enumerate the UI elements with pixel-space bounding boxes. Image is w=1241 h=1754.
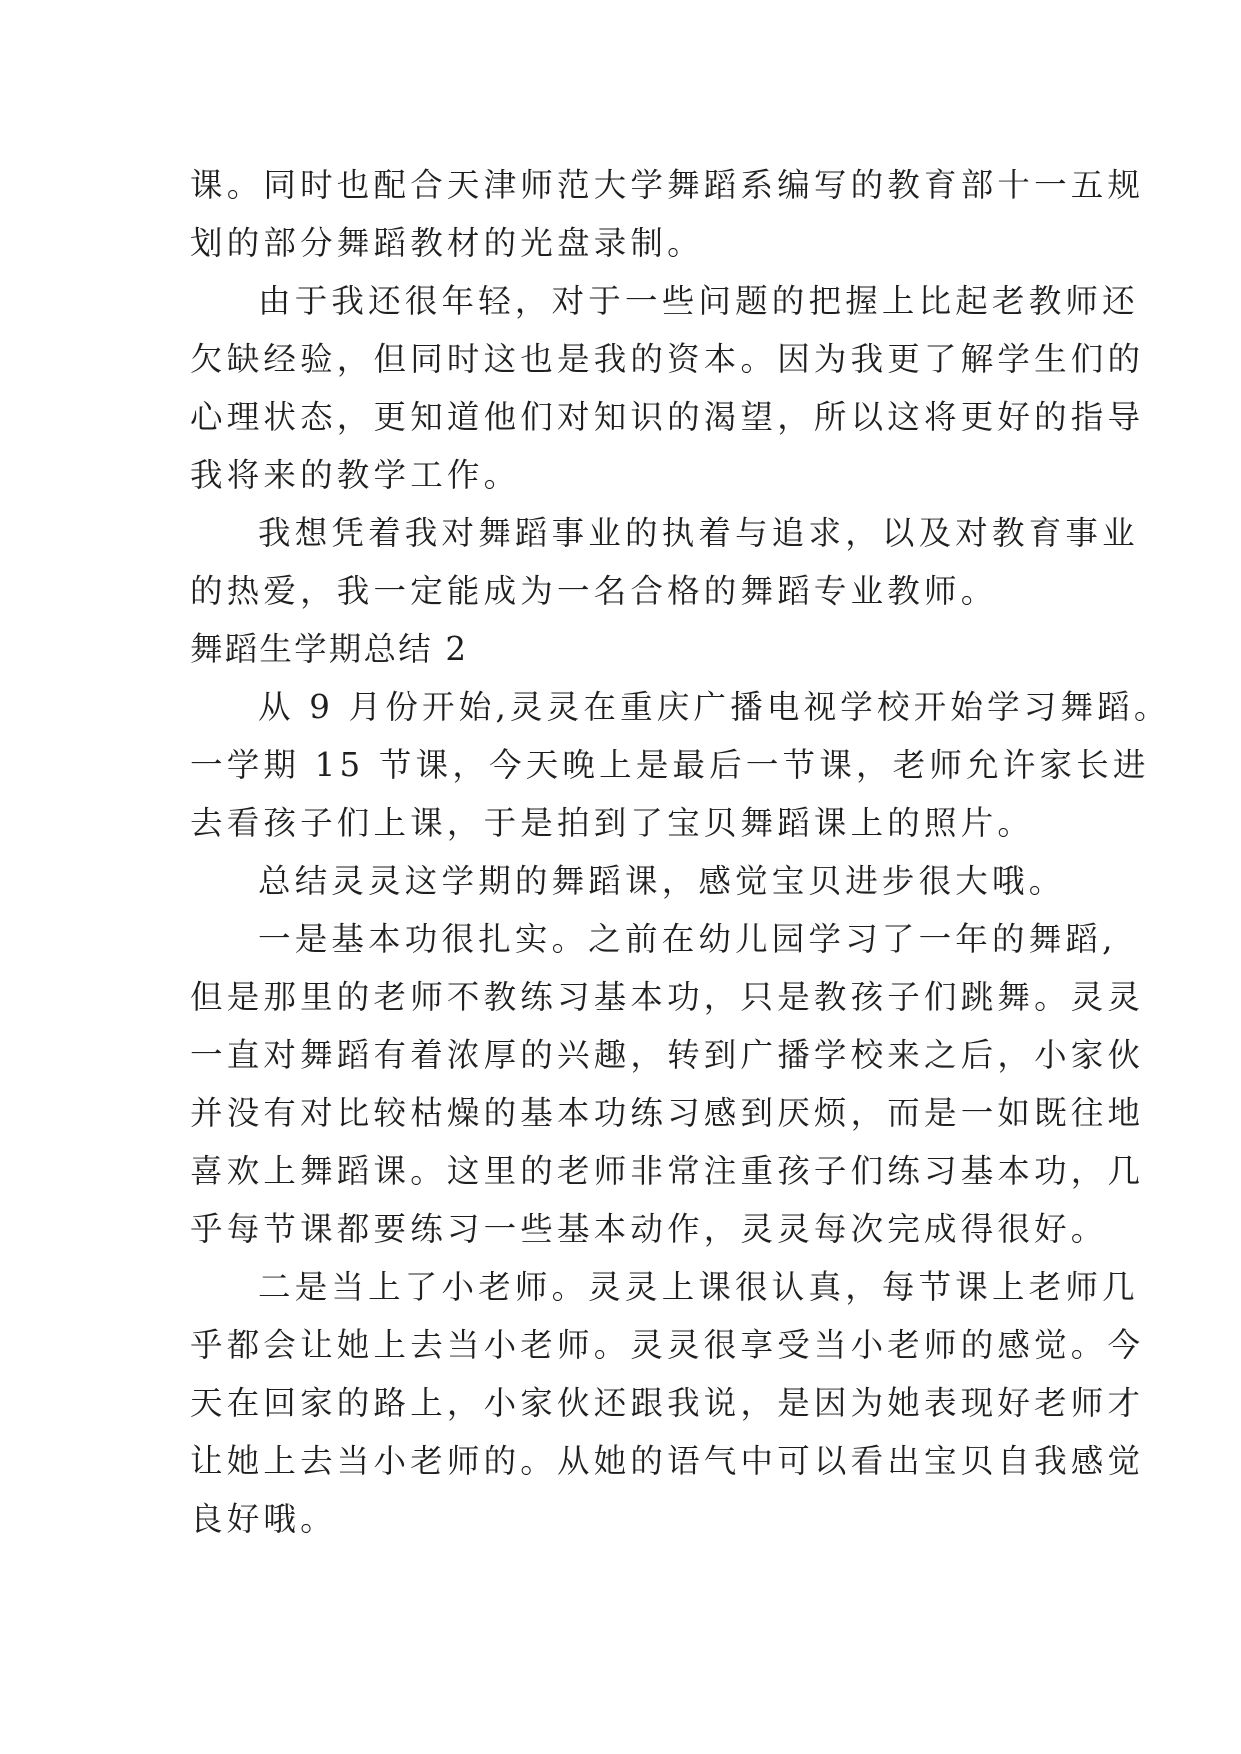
text-line: 去看孩子们上课，于是拍到了宝贝舞蹈课上的照片。 xyxy=(190,804,1035,842)
paragraph xyxy=(190,1258,1145,1548)
text-line: 课。同时也配合天津师范大学舞蹈系编写的教育部十一五规 xyxy=(190,166,1145,204)
text-line: 天在回家的路上，小家伙还跟我说，是因为她表现好老师才 xyxy=(190,1384,1145,1422)
text-line: 二是当上了小老师。灵灵上课很认真，每节课上老师几 xyxy=(258,1268,1139,1306)
text-line: 的热爱，我一定能成为一名合格的舞蹈专业教师。 xyxy=(190,572,998,610)
text-line: 让她上去当小老师的。从她的语气中可以看出宝贝自我感觉 xyxy=(190,1442,1145,1480)
text-line: 我想凭着我对舞蹈事业的执着与追求，以及对教育事业 xyxy=(258,514,1139,552)
text-line: 乎都会让她上去当小老师。灵灵很享受当小老师的感觉。今 xyxy=(190,1326,1145,1364)
paragraph xyxy=(190,910,1145,1258)
text-line: 从 9 月份开始,灵灵在重庆广播电视学校开始学习舞蹈。 xyxy=(258,688,1171,726)
section-heading xyxy=(190,620,1050,678)
text-line: 一直对舞蹈有着浓厚的兴趣，转到广播学校来之后，小家伙 xyxy=(190,1036,1145,1074)
text-line: 一是基本功很扎实。之前在幼儿园学习了一年的舞蹈, xyxy=(258,920,1117,958)
text-line: 欠缺经验，但同时这也是我的资本。因为我更了解学生们的 xyxy=(190,340,1145,378)
text-line: 乎每节课都要练习一些基本动作，灵灵每次完成得很好。 xyxy=(190,1210,1108,1248)
paragraph xyxy=(190,852,1066,910)
text-line: 划的部分舞蹈教材的光盘录制。 xyxy=(190,224,704,262)
text-line: 我将来的教学工作。 xyxy=(190,456,521,494)
paragraph xyxy=(190,504,1139,620)
paragraph-continuation xyxy=(190,156,1145,272)
text-line: 良好哦。 xyxy=(190,1500,337,1538)
heading-text: 舞蹈生学期总结 2 xyxy=(190,630,469,668)
text-line: 一学期 15 节课，今天晚上是最后一节课，老师允许家长进 xyxy=(190,746,1150,784)
paragraph xyxy=(190,678,1171,852)
paragraph xyxy=(190,272,1145,504)
text-line: 但是那里的老师不教练习基本功，只是教孩子们跳舞。灵灵 xyxy=(190,978,1145,1016)
document-page xyxy=(190,156,1171,1548)
text-line: 心理状态，更知道他们对知识的渴望，所以这将更好的指导 xyxy=(190,398,1145,436)
text-line: 并没有对比较枯燥的基本功练习感到厌烦，而是一如既往地 xyxy=(190,1094,1145,1132)
text-line: 由于我还很年轻，对于一些问题的把握上比起老教师还 xyxy=(258,282,1139,320)
text-line: 喜欢上舞蹈课。这里的老师非常注重孩子们练习基本功，几 xyxy=(190,1152,1145,1190)
text-line: 总结灵灵这学期的舞蹈课，感觉宝贝进步很大哦。 xyxy=(258,862,1066,900)
